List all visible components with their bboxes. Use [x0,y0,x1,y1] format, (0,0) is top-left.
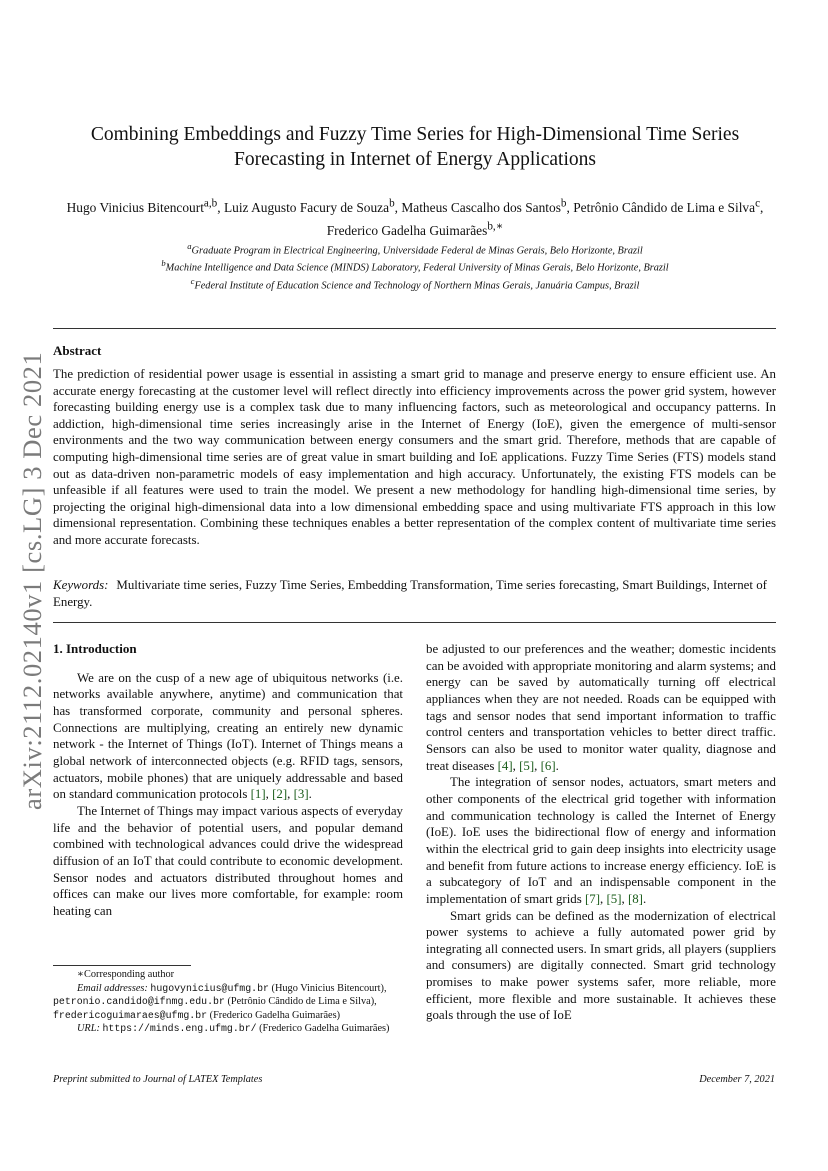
section-heading: 1. Introduction [53,641,137,656]
email-link[interactable]: petronio.candido@ifnmg.edu.br [53,996,225,1007]
abstract-heading: Abstract [53,343,102,358]
footer-date: December 7, 2021 [699,1074,775,1085]
author: Petrônio Cândido de Lima e Silva$^c$, [573,198,764,216]
footnote [53,968,403,1036]
affiliation: $^b$Machine Intelligence and Data Science (MINDS) Laboratory, Federal University of Minas Gerais, Belo Horizonte, Brazil [161,258,669,274]
citation-link[interactable]: [5] [519,758,535,773]
email-link[interactable]: fredericoguimaraes@ufmg.br [53,1009,208,1021]
corresponding-note: ∗Corresponding author [77,969,175,980]
citation-link[interactable]: [8] [627,891,643,906]
paragraph: be adjusted to our preferences and the weather; domestic incidents can be avoided with appropriate monitoring and alarm systems; and energy can be saved by automatically turning off electrical appliances when they are not needed. Roads can be equipped with tags and sensor nodes that send important information to traffic control centers and transportation vehicles to better direct traffic. Sensors can also be used to monitor water quality, diagnose and treat diseases [4], [5], [6]. [426,642,776,773]
footer-journal: Preprint submitted to Journal of LATEX Templates [53,1074,263,1085]
affiliations [60,240,770,292]
citation-link[interactable]: [7] [584,891,600,906]
left-column [53,641,403,920]
paragraph: The integration of sensor nodes, actuators, smart meters and other components of the electrical grid together with information and communication technology is called the Internet of Energy (IoE). IoE uses the bidirectional flow of energy and information within the electrical grid to gain deep insights into electricity usage and benefit from future actions to increase energy efficiency. IoE is a subcategory of IoT and an indispensable component in the implementation of smart grids [7], [5], [8]. [426,775,776,906]
keywords-label: Keywords: [53,578,109,592]
url-note: URL: https://minds.eng.ufmg.br/ (Frederico Gadelha Guimarães) [77,1023,390,1034]
affiliation: $^c$Federal Institute of Education Science and Technology of Northern Minas Gerais, Januária Campus, Brazil [190,275,640,292]
footnote-rule [53,965,191,966]
url-link[interactable]: https://minds.eng.ufmg.br/ [102,1023,257,1034]
email-list: Email addresses: hugovynicius@ufmg.br (Hugo Vinicius Bitencourt), petronio.candido@ifnmg.edu.br (Petrônio Cândido de Lima e Silva), fredericoguimaraes@ufmg.br (Frederico Gadelha Guimarães) [53,982,387,1021]
keywords-bottom-rule [53,622,776,623]
abstract-text: The prediction of residential power usage is essential in assisting a smart grid to manage and preserve energy to ensure efficient use. An accurate energy forecasting at the customer level will reflect directly into efficiency improvements across the power grid system, however forecasting building energy use is a complex task due to many influencing factors, such as meteorological and occupancy patterns. In addiction, high-dimensional time series increasingly arise in the Internet of Energy (IoE), given the emergence of multi-sensor environments and the two way communication between energy consumers and the smart grid. Therefore, methods that are capable of computing high-dimensional time series are of great value in smart building and IoE applications. Fuzzy Time Series (FTS) models stand out as data-driven non-parametric models of easy implementation and high accuracy. Unfortunately, the existing FTS models can be unfeasible if all features were used to train the model. We present a new methodology for handling high-dimensional time series, by projecting the original high-dimensional data into a low dimensional embedding space and using multivariate FTS approach in this low dimensional representation. Combining these techniques enables a better representation of the complex content of multivariate time series and more accurate forecasts. [53,367,776,547]
citation-link[interactable]: [1] [250,787,266,802]
paper-title: Combining Embeddings and Fuzzy Time Series for High-Dimensional Time Series Forecasting in Internet of Energy Applications [90,124,740,170]
citation-link[interactable]: [3] [293,787,309,802]
author-list [60,195,770,240]
paragraph: Smart grids can be defined as the modernization of electrical power systems to achieve a fully automated power grid by integrating all connected users. In smart grids, all players (suppliers and consumers) are digitally connected. Smart grid technology promises to make power systems safer, more reliable, more efficient, more flexible and more sustainable. It achieves these goals through the use of IoE [426,908,776,1023]
email-link[interactable]: hugovynicius@ufmg.br [150,982,269,994]
citation-link[interactable]: [2] [272,787,288,802]
citation-link[interactable]: [4] [497,758,513,773]
keywords-text: Multivariate time series, Fuzzy Time Series, Embedding Transformation, Time series forecasting, Smart Buildings, Internet of Energy. [53,578,767,609]
right-column [426,641,776,1024]
keywords [53,577,776,610]
citation-link[interactable]: [5] [606,891,622,906]
author: Matheus Cascalho dos Santos$^b$, [401,198,574,216]
paragraph: The Internet of Things may impact various aspects of everyday life and the behavior of potential users, and popular demand combined with technological advances could drive the widespread diffusion of an IoT that could contribute to economic development. Sensor nodes and actuators distributed throughout homes and offices can make our lives more comfortable, for example: room heating can [53,803,403,918]
affiliation: $^a$Graduate Program in Electrical Engineering, Universidade Federal de Minas Gerais, Belo Horizonte, Brazil [187,241,643,257]
abstract-top-rule [53,328,776,329]
paragraph: We are on the cusp of a new age of ubiquitous networks (i.e. networks available anywhere, anytime) and communication that has transformed corporate, community and personal spheres. Connections are multiplying, creating an entirely new dynamic network - the Internet of Things (IoT). Internet of Things means a global network of interconnected objects (e.g. RFID tags, sensors, actuators, mobile phones) that are uniquely addressable and based on standard communication protocols [1], [2], [3]. [53,670,403,802]
citation-link[interactable]: [6] [540,758,556,773]
author: Luiz Augusto Facury de Souza$^b$, [223,198,402,216]
author: Frederico Gadelha Guimarães$^{b,∗}$ [326,220,504,238]
arxiv-stamp: arXiv:2112.02140v1 [cs.LG] 3 Dec 2021 [17,351,47,810]
author: Hugo Vinicius Bitencourt$^{a,b}$, [66,198,224,216]
